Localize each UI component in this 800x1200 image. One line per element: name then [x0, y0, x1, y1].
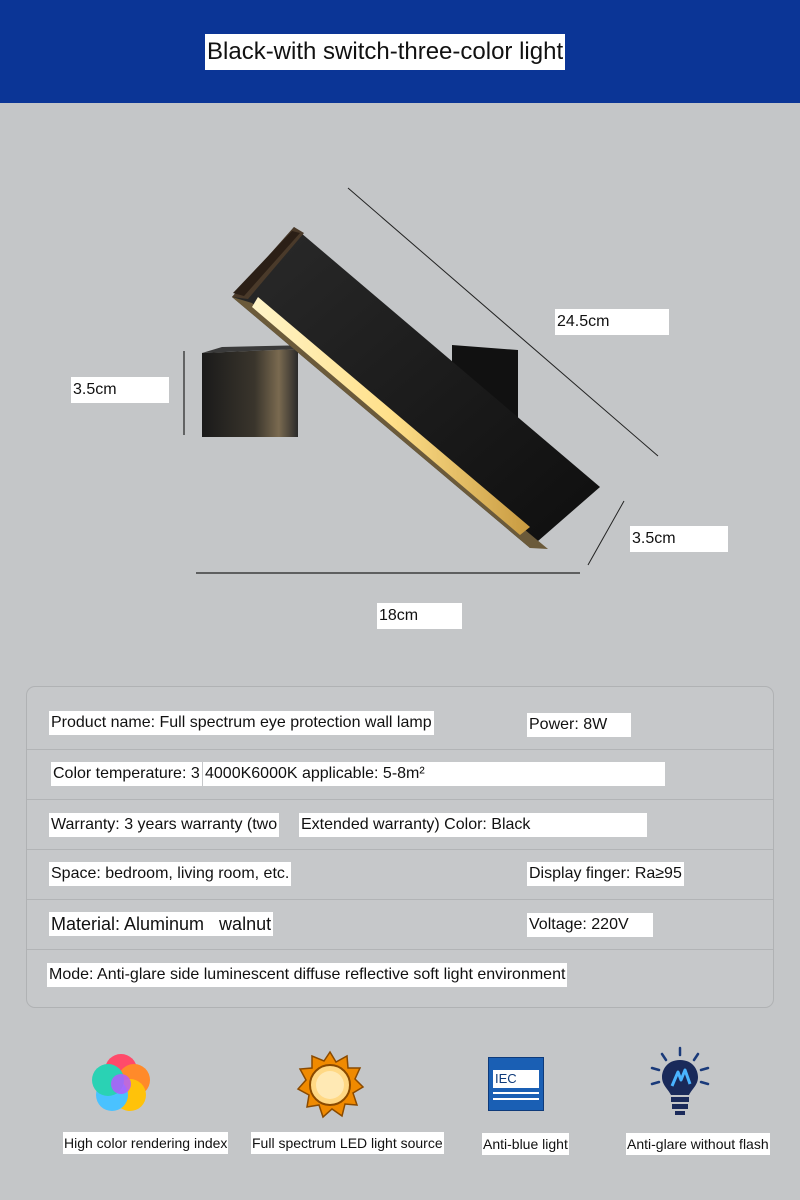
- spec-space: Space: bedroom, living room, etc.: [49, 862, 291, 886]
- feature-label: Anti-glare without flash: [626, 1133, 770, 1155]
- page-title: Black-with switch-three-color light: [205, 34, 565, 70]
- specifications-table: [26, 686, 774, 1008]
- iec-badge-icon: [488, 1057, 544, 1111]
- spec-warranty-cont: Extended warranty) Color: Black: [299, 813, 647, 837]
- depth-dimension-line: [588, 501, 624, 565]
- iec-badge-text: IEC: [495, 1071, 517, 1086]
- spec-mode: Mode: Anti-glare side luminescent diffuse reflective soft light environment: [47, 963, 567, 987]
- spec-row: [27, 799, 773, 850]
- spec-row: [27, 949, 773, 999]
- feature-label: High color rendering index: [63, 1132, 228, 1154]
- depth-dimension-label: 3.5cm: [630, 526, 728, 552]
- spec-color-temperature: Color temperature: 3: [51, 762, 202, 786]
- height-dimension-label: 3.5cm: [71, 377, 169, 403]
- spec-warranty: Warranty: 3 years warranty (two: [49, 813, 279, 837]
- spec-voltage: Voltage: 220V: [527, 913, 653, 937]
- spec-row: [27, 699, 773, 750]
- width-dimension-label: 18cm: [377, 603, 462, 629]
- feature-label: Full spectrum LED light source: [251, 1132, 444, 1154]
- spec-row: [27, 749, 773, 800]
- spec-display-finger: Display finger: Ra≥95: [527, 862, 684, 886]
- spec-row: [27, 899, 773, 950]
- spec-material: Material: Aluminum walnut: [51, 914, 272, 934]
- color-wheel-icon: [88, 1050, 154, 1116]
- sun-icon: [295, 1050, 365, 1120]
- spec-color-temperature-cont: 4000K6000K applicable: 5-8m²: [203, 762, 665, 786]
- header-banner: [0, 0, 800, 103]
- lightbulb-hand-icon: [648, 1046, 712, 1118]
- spec-product-name: Product name: Full spectrum eye protection wall lamp: [49, 711, 434, 735]
- spec-power: Power: 8W: [527, 713, 631, 737]
- feature-label: Anti-blue light: [482, 1133, 569, 1155]
- spec-row: [27, 849, 773, 900]
- product-dimension-figure: [0, 103, 800, 683]
- diagonal-dimension-label: 24.5cm: [555, 309, 669, 335]
